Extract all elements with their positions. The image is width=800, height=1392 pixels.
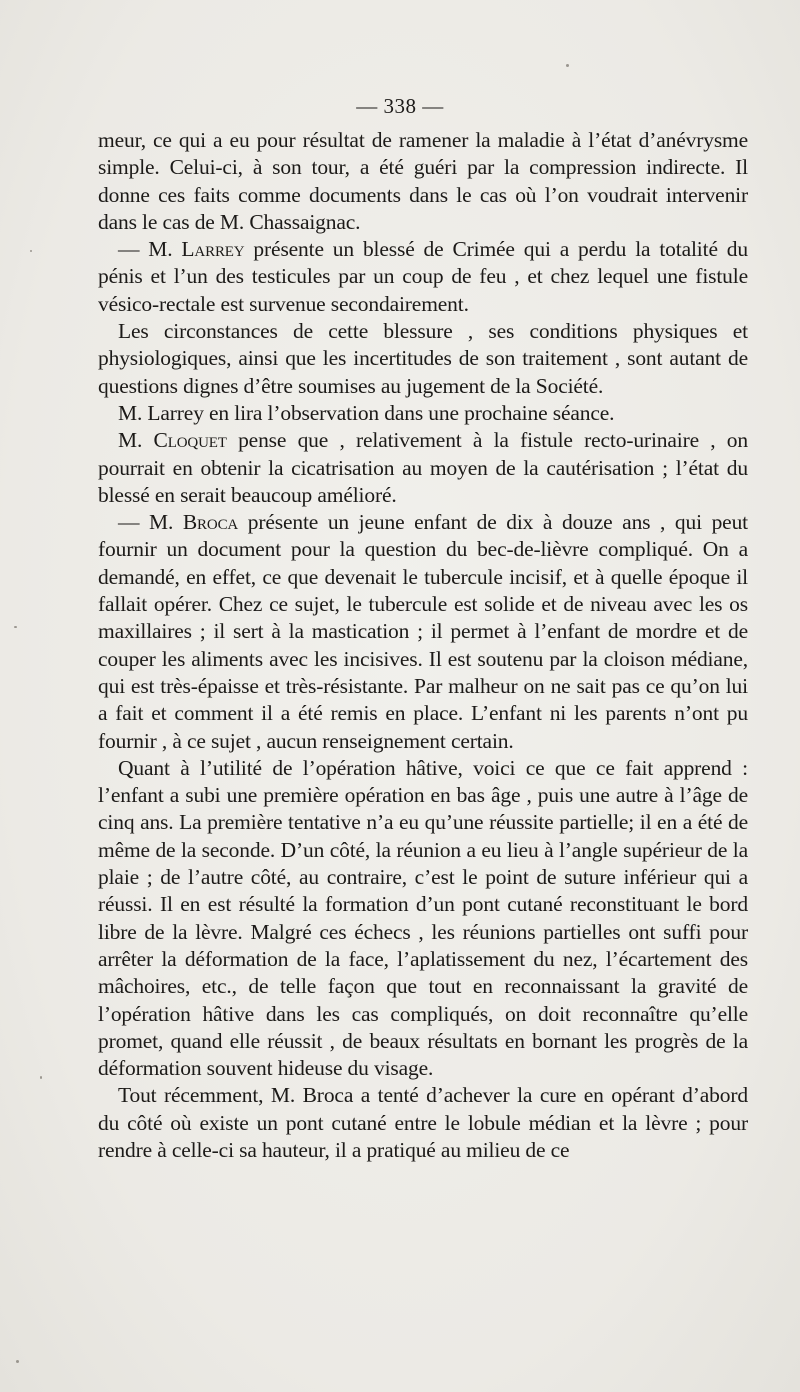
speaker-name: Broca bbox=[182, 510, 239, 535]
paragraph-broca: — M. Broca présente un jeune enfant de dix à douze ans , qui peut fournir un document pour la question du bec-de-lièvre compliqué. On a demandé, en effet, ce que devenait le tubercule incisif, et à quelle époque il fallait opérer. Chez ce sujet, le tubercule est solide et de niveau avec les os maxillaires ; il sert à la mastication ; il permet à l’enfant de mordre et de couper les aliments avec les incisives. Il est soutenu par la cloison médiane, qui est très-épaisse et très-résistante. Par malheur on ne sait pas ce qu’on lui a fait et comment il a été remis en place. L’enfant ni les parents n’ont pu fournir , à ce sujet , aucun renseignement certain. bbox=[98, 510, 748, 753]
paragraph-observation: M. Larrey en lira l’observation dans une prochaine séance. bbox=[118, 400, 615, 425]
paper-speck bbox=[566, 64, 569, 67]
paper-speck bbox=[30, 250, 32, 252]
paragraph-recemment: Tout récemment, M. Broca a tenté d’achever la cure en opérant d’abord du côté où existe un pont cutané entre le lobule médian et la lèvre ; pour rendre à celle-ci sa hauteur, il a pratiqué au milieu de ce bbox=[98, 1083, 748, 1162]
paper-speck bbox=[16, 1360, 19, 1363]
paper-speck bbox=[14, 626, 17, 628]
paragraph-operation-hative: Quant à l’utilité de l’opération hâtive, voici ce que ce fait apprend : l’enfant a subi une première opération en bas âge , puis une autre à l’âge de cinq ans. La première tentative n’a eu qu’une réussite partielle; il en a été de même de la seconde. D’un côté, la réunion a eu lieu à l’angle supérieur de la plaie ; de l’autre côté, au contraire, c’est le point de suture inférieur qui a réussi. Il en est résulté la formation d’un pont cutané reconstituant le bord libre de la lèvre. Malgré ces échecs , les réunions partielles ont suffi pour arrêter la déformation de la face, l’aplatissement du nez, l’écartement des mâchoires, etc., de telle façon que tout en reconnaissant la gravité de l’opération hâtive dans les cas compliqués, on doit reconnaître qu’elle promet, quand elle réussit , de beaux résultats en bornant les progrès de la déformation souvent hideuse du visage. bbox=[98, 755, 748, 1081]
paragraph-cloquet: M. Cloquet pense que , relativement à la fistule recto-urinaire , on pourrait en obtenir la cicatrisation au moyen de la cautérisation ; l’état du blessé en serait beaucoup amélioré. bbox=[98, 428, 748, 507]
speaker-name: Cloquet bbox=[153, 428, 227, 453]
paragraph-continuation: meur, ce qui a eu pour résultat de ramener la maladie à l’état d’anévrysme simple. Celui-ci, à son tour, a été guéri par la compression indirecte. Il donne ces faits comme documents dans le cas où l’on voudrait intervenir dans le cas de M. Chassaignac. bbox=[98, 128, 748, 234]
page-number: — 338 — bbox=[356, 94, 444, 118]
paragraph-circonstances: Les circonstances de cette blessure , ses conditions physiques et physiologiques, ainsi que les incertitudes de son traitement , sont autant de questions dignes d’être soumises au jugement de la Société. bbox=[98, 319, 748, 398]
paragraph-larrey: — M. Larrey présente un blessé de Crimée qui a perdu la totalité du pénis et l’un des testicules par un coup de feu , et chez lequel une fistule vésico-rectale est survenue secondairement. bbox=[98, 237, 748, 316]
speaker-name: Larrey bbox=[181, 237, 245, 262]
paper-speck bbox=[40, 1076, 42, 1079]
body-text bbox=[98, 127, 748, 1164]
